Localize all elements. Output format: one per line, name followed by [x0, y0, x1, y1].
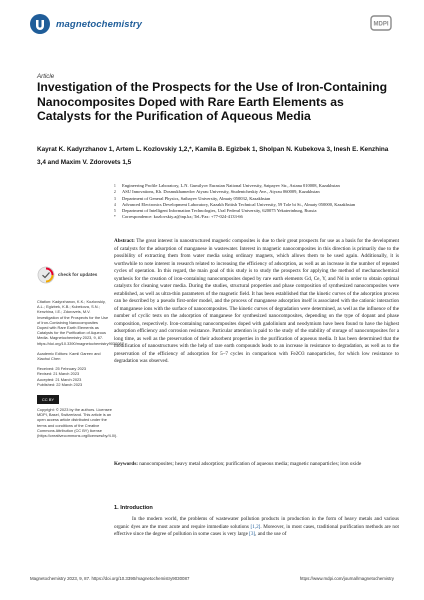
mdpi-logo-icon[interactable] [368, 13, 394, 33]
abstract [114, 238, 399, 366]
footer-citation[interactable]: Magnetochemistry 2023, 9, 87. https://doi.org/10.3390/magnetochemistry9030087 [30, 576, 190, 581]
citation-link[interactable]: [1,2] [250, 523, 261, 530]
abstract-label: Abstract: [114, 238, 135, 244]
abstract-text: The great interest in nanostructured magnetic composites is due to their great prospects for use as a basis for the development of catalysts for the adsorption of manganese in wastewater. Interest in magnetic nanocomposites in this direction is primarily due to the possibility of extracting them from water media using ordinary magnets, which allows them to be used again. Additionally, it is worthwhile to note interest in research related to increasing the efficiency of adsorption, as well as an increase in the number of repeated cycles of operation. In this regard, the main goal of this study is to study the prospects for applying the method of mechanochemical synthesis for the creation of iron-containing nanocomposites doped by rare earth elements Gd, Ce, Y, and Nd in order to obtain optimal catalysts for cleaning water media. During the studies, structural properties and phase composition of synthesized nanocomposites were established, as well as ultra-thin parameters of the magnetic field. It has been established that the kinetic curves of the adsorption process can be described by a pseudo first-order model, and the process of manganese adsorption itself is associated with the cationic interaction of manganese ions with the surface of nanocomposites. The kinetic curves of degradation were determined, as well as the influence of the number of cyclic tests on the adsorption of manganese for synthesized nanocomposites, depending on the type of dopant and phase composition, respectively. Iron-containing nanocomposites doped with gadolinium and neodymium have been found to have the highest adsorption efficiency and corrosion resistance. Particular attention is paid to the study of the stability of storage of nanocomposites for a long time, as well as the preservation of their adsorbent properties in the purification of aqueous media. It has been determined that the modification of nanostructures with the help of rare earth compounds leads to an increase in resistance to degradation, as well as to the preservation of the efficiency of adsorption for 5–7 cycles in comparison with Fe2O3 nanoparticles, for which low resistance to degradation was observed. [114, 238, 400, 364]
affiliation-number: 5 [114, 209, 116, 214]
journal-logo-icon [30, 14, 50, 34]
intro-text-part: . Moreover, in most cases, traditional purification methods are not effective since the degree of pollution in some cases is very large [114, 523, 399, 537]
publisher-name: MDPI [373, 21, 389, 28]
citation-block[interactable]: Citation: Kadyrzhanov, K.K.; Kozlovskiy, A.L.; Egizbek, K.B.; Kubekova, S.N.; Kenzhina, I.E.; Zdorovets, M.V. Investigation of the Prospects for the Use of Iron-Containing Nanocomposites Doped with Rare Earth Elements as Catalysts for the Purification of Aqueous Media. Magnetochemistry 2023, 9, 87. https://doi.org/10.3390/magnetochemistry9030087 [37, 299, 124, 346]
affiliation-number: 2 [114, 190, 116, 195]
keywords-label: Keywords: [114, 461, 138, 467]
article-type: Article [37, 73, 55, 80]
correspondence-marker: * [114, 215, 116, 220]
article-sidebar [37, 265, 124, 443]
cc-by-license-icon[interactable]: CC BY [37, 395, 59, 404]
affiliation-text: Department of Intelligent Information Technologies, Ural Federal University, 620075 Yekaterinburg, Russia [122, 208, 317, 214]
citation-link[interactable]: [3] [249, 531, 256, 537]
date-published: Published: 22 March 2023 [37, 381, 83, 387]
copyright-notice: Copyright: © 2023 by the authors. Licensee MDPI, Basel, Switzerland. This article is an open access article distributed under the terms and conditions of the Creative Commons Attribution (CC BY) license (https://creativecommons.org/licenses/by/4.0/). [37, 407, 118, 439]
affiliation-number: 3 [114, 196, 116, 201]
correspondence [114, 214, 399, 220]
keywords [114, 461, 399, 469]
correspondence-text[interactable]: Correspondence: kozlovskiy.a@inp.kz; Tel./Fax: +77-024-4133-66 [122, 214, 243, 220]
keywords-text: nanocomposites; heavy metal adsorption; purification of aqueous media; magnetic nanoparticles; iron oxide [139, 461, 362, 467]
date-revised: Revised: 21 March 2023 [37, 371, 80, 377]
intro-text-part: In the modern world, the problems of wastewater pollution products in production in the form of heavy metals and various organic dyes are the most acute and require immediate solutions [114, 516, 399, 530]
affiliations [114, 183, 399, 221]
date-received: Received: 25 February 2023 [37, 366, 87, 372]
license-row [37, 395, 118, 443]
footer-journal-url[interactable]: https://www.mdpi.com/journal/magnetochemistry [299, 576, 394, 581]
check-updates-icon [37, 266, 55, 284]
affiliation-text: Engineering Profile Laboratory, L.N. Gumilyov Eurasian National University, Satpayev Str., Astana 010008, Kazakhstan [122, 183, 340, 188]
intro-text-part: , and the use of [255, 531, 287, 537]
affiliation-text: Advanced Electronics Development Laboratory, Kazakh British Technical University, 59 Tole bi St., Almaty 050000, Kazakhstan [122, 201, 356, 207]
journal-name[interactable]: magnetochemistry [56, 18, 143, 30]
affiliation-number: 4 [114, 202, 116, 207]
affiliation-number: 1 [114, 184, 116, 188]
academic-editors: Academic Editors: Kamil Gareev and Xiaohui Chen [37, 350, 101, 362]
journal-header [30, 13, 142, 35]
check-for-updates-button[interactable] [37, 265, 109, 285]
check-updates-label: check for updates [58, 272, 98, 278]
paper-title: Investigation of the Prospects for the Use of Iron-Containing Nanocomposites Doped with Rare Earth Elements as Catalysts for the Purification of Aqueous Media [37, 80, 388, 123]
page-footer [30, 576, 394, 581]
section-heading: 1. Introduction [114, 505, 153, 511]
affiliation-text: Department of General Physics, Satbayev University, Almaty 050032, Kazakhstan [122, 195, 271, 201]
date-accepted: Accepted: 21 March 2023 [37, 376, 82, 382]
affiliation-text: ASU Innovations, Kh. Dosmukhamedov Atyrau University, Studentcheskiy Ave., Atyrau 060009, Kazakhstan [122, 189, 320, 195]
author-list: Kayrat K. Kadyrzhanov 1, Artem L. Kozlovskiy 1,2,*, Kamila B. Egizbek 1, Sholpan N. Kubekova 3, Inesh E. Kenzhina 3,4 and Maxim V. Zdorovets 1,5 [37, 146, 389, 166]
introduction-paragraph [114, 516, 399, 539]
